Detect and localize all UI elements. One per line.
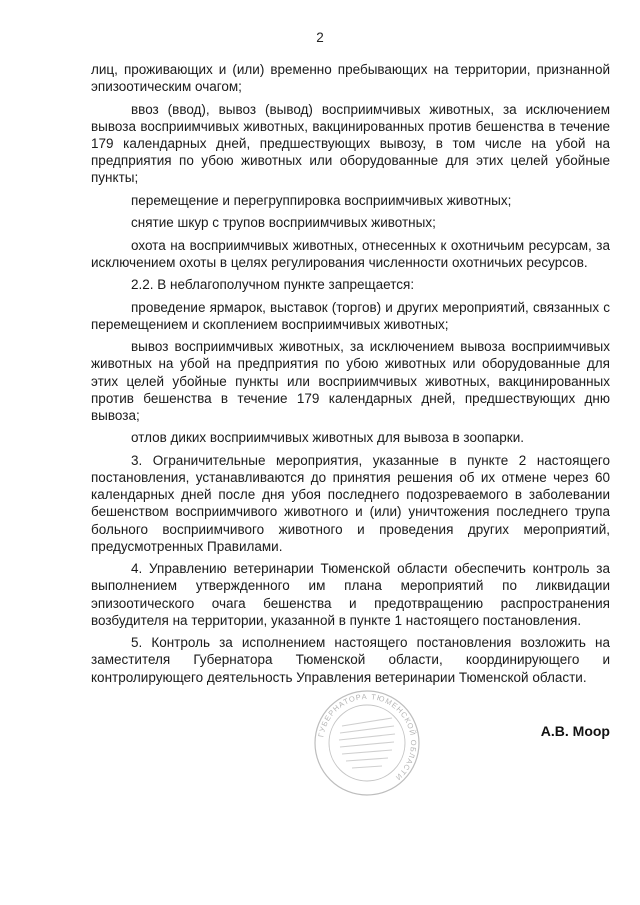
paragraph: вывоз восприимчивых животных, за исключением вывоза восприимчивых животных на убой на предприятия по убою животных или оборудованные для этих целей убойные пункты или восприимчивых животных, вакцинированных против бешенства в течение 179 календарных дней, предшествующих дню вывоза;: [91, 339, 610, 423]
document-body: [91, 61, 610, 691]
paragraph: перемещение и перегруппировка восприимчивых животных;: [131, 192, 512, 208]
paragraph: 5. Контроль за исполнением настоящего постановления возложить на заместителя Губернатора Тюменской области, координирующего и контролирующего деятельность Управления ветеринарии Тюменской области.: [91, 635, 610, 685]
paragraph: 4. Управлению ветеринарии Тюменской области обеспечить контроль за выполнением утвержденного им плана мероприятий по ликвидации эпизоотического очага бешенства и предотвращению распространения возбудителя на территории, указанной в пункте 1 настоящего постановления.: [91, 561, 610, 628]
svg-text:ГУБЕРНАТОРА ТЮМЕНСКОЙ ОБЛАСТИ: ГУБЕРНАТОРА ТЮМЕНСКОЙ ОБЛАСТИ: [316, 691, 419, 783]
signature-name: А.В. Моор: [540, 723, 610, 739]
paragraph: 2.2. В неблагополучном пункте запрещается:: [131, 277, 415, 293]
paragraph: отлов диких восприимчивых животных для вывоза в зоопарки.: [131, 430, 524, 446]
page-number: 2: [316, 30, 324, 45]
paragraph: лиц, проживающих и (или) временно пребывающих на территории, признанной эпизоотическим очагом;: [91, 62, 610, 95]
paragraph: проведение ярмарок, выставок (торгов) и других мероприятий, связанных с перемещением и скоплением восприимчивых животных;: [91, 299, 610, 332]
official-seal: [312, 688, 422, 798]
paragraph: 3. Ограничительные мероприятия, указанные в пункте 2 настоящего постановления, устанавливаются до принятия решения об их отмене через 60 календарных дней после дня убоя последнего подозреваемого в заболевании бешенством восприимчивого животного и (или) уничтожения последнего трупа больного восприимчивого животного и проведения других мероприятий, предусмотренных Правилами.: [91, 452, 610, 554]
paragraph: ввоз (ввод), вывоз (вывод) восприимчивых животных, за исключением вывоза восприимчивых животных, вакцинированных против бешенства в течение 179 календарных дней, предшествующих вывозу, в том числе на убой на предприятия по убою животных или оборудованные для этих целей убойные пункты;: [91, 101, 610, 186]
paragraph: охота на восприимчивых животных, отнесенных к охотничьим ресурсам, за исключением охоты в целях регулирования численности охотничьих ресурсов.: [91, 237, 610, 270]
paragraph: снятие шкур с трупов восприимчивых животных;: [131, 215, 436, 231]
